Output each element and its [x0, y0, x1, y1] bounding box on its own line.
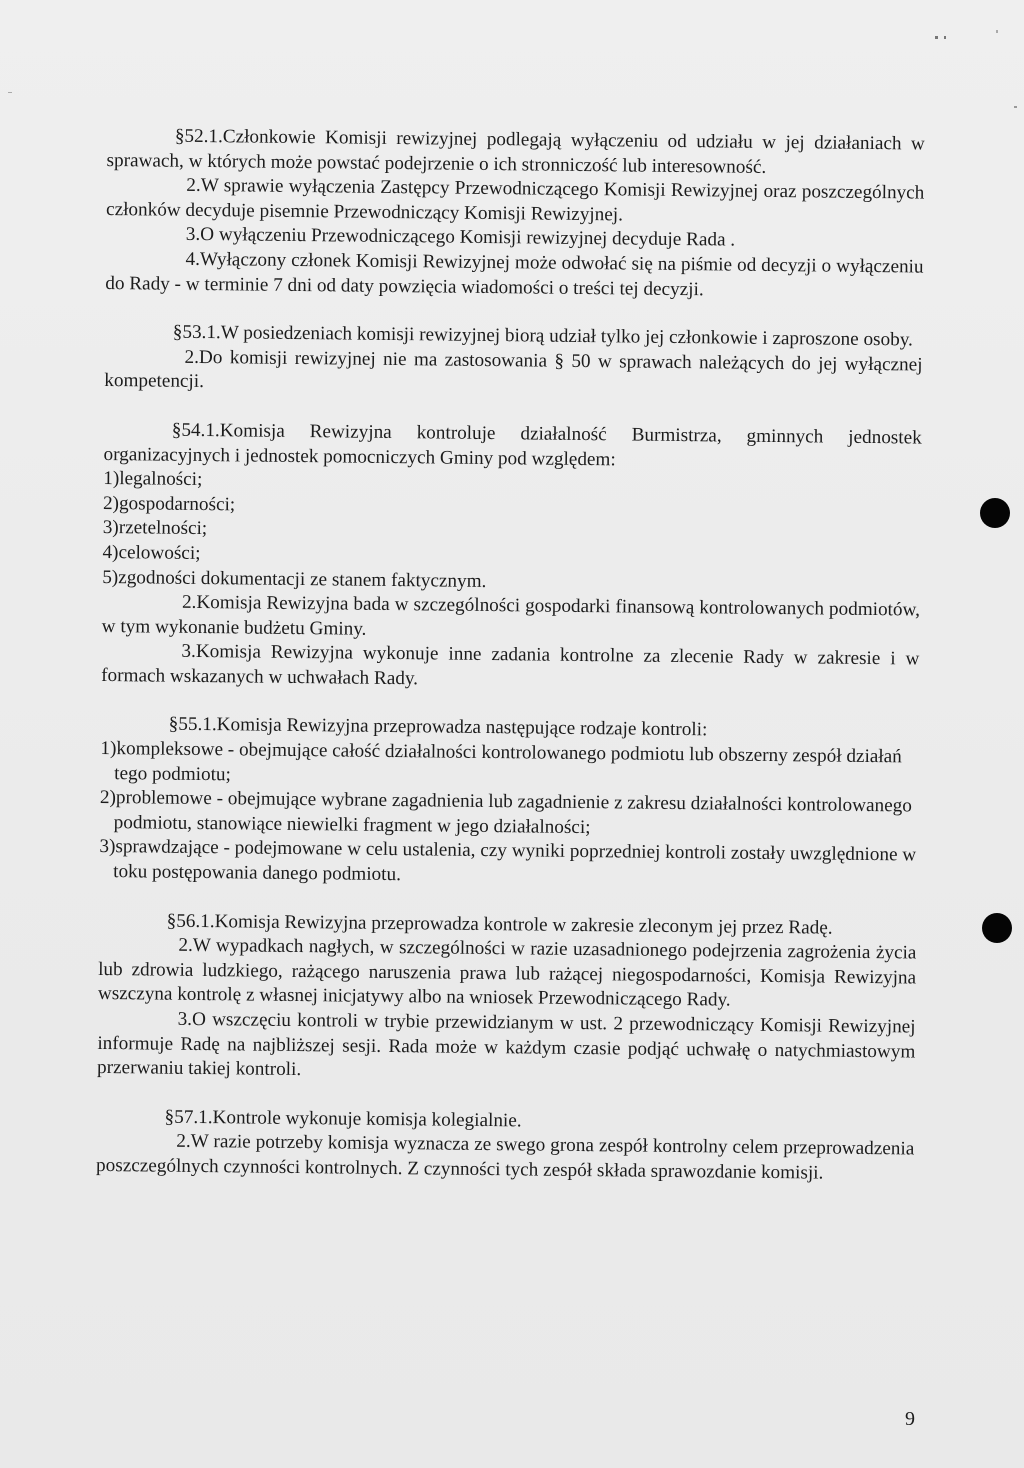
paragraph: §56.1.Komisja Rewizyjna przeprowadza kontrole w zakresie zleconym jej przez Radę.: [166, 910, 833, 939]
paragraph: 4.Wyłączony członek Komisji Rewizyjnej może odwołać się na piśmie od decyzji o wyłączeniu do Rady - w terminie 7 dni od daty powzięcia wiadomości o treści tej decyzji.: [105, 248, 924, 300]
list-item: 1)legalności;: [103, 468, 203, 491]
paragraph: 2.Do komisji rewizyjnej nie ma zastosowania § 50 w sprawach należących do jej wyłącznej kompetencji.: [104, 346, 923, 393]
section-54: [101, 418, 922, 697]
paragraph: 2.Komisja Rewizyjna bada w szczególności gospodarki finansową kontrolowanych podmiotów, w tym wykonanie budżetu Gminy.: [101, 591, 921, 640]
list-item: 2)gospodarności;: [102, 492, 236, 516]
list-item: 3)rzetelności;: [102, 517, 208, 540]
list-item: 3)sprawdzające - podejmowane w celu ustalenia, czy wyniki poprzedniej kontroli zostały uwzględnione w toku postępowania danego podmiotu.: [99, 836, 917, 886]
paragraph: 3.O wyłączeniu Przewodniczącego Komisji rewizyjnej decyduje Rada .: [185, 224, 736, 251]
paragraph: 2.W wypadkach nagłych, w szczególności w razie uzasadnionego podejrzenia zagrożenia życia lub zdrowia ludzkiego, rażącego naruszenia prawa lub rażącej niegospodarności, Komisja Rewizyjna wszczyna kontrolę z własnej inicjatywy albo na wniosek Przewodniczącego Rady.: [97, 935, 917, 1011]
paragraph: 3.O wszczęciu kontroli w trybie przewidzianym w ust. 2 przewodniczący Komisji Rewizyjnej informuje Radę na najbliższej sesji. Rada może w każdym czasie podjąć uchwałę o natychmiastowym przerwaniu takiej kontroli.: [97, 1008, 916, 1081]
scan-speck: [944, 36, 946, 39]
list-item: 5)zgodności dokumentacji ze stanem faktycznym.: [102, 566, 487, 592]
paragraph: 2.W razie potrzeby komisja wyznacza ze swego grona zespół kontrolny celem przeprowadzenia poszczególnych czynności kontrolnych. Z czynności tych zespół składa sprawozdanie komisji.: [95, 1131, 915, 1184]
document-body: [96, 124, 925, 1211]
paragraph: §52.1.Członkowie Komisji rewizyjnej podlegają wyłączeniu od udziału w jej działaniach w sprawach, w których może powstać podejrzenie o ich stronniczość lub interesowność.: [106, 125, 925, 178]
punch-hole: [982, 913, 1012, 943]
section-53: [104, 320, 923, 402]
paragraph: §54.1.Komisja Rewizyjna kontroluje działalność Burmistrza, gminnych jednostek organizacyjnych i jednostek pomocniczych Gminy pod względem:: [103, 419, 922, 470]
list-item: 1)kompleksowe - obejmujące całość działalności kontrolowanego podmiotu lub obszerny zespół działań tego podmiotu;: [100, 738, 902, 785]
paragraph: §53.1.W posiedzeniach komisji rewizyjnej biorą udział tylko jej członkowie i zaproszone osoby.: [172, 321, 914, 351]
list-item: 2)problemowe - obejmujące wybrane zagadnienia lub zagadnienie z zakresu działalności kontrolowanego podmiotu, stanowiące niewielki fragment w jego działalności;: [99, 787, 912, 838]
section-57: [96, 1105, 915, 1187]
paragraph: §57.1.Kontrole wykonuje komisja kolegialnie.: [164, 1106, 522, 1132]
paragraph: 2.W sprawie wyłączenia Zastępcy Przewodniczącego Komisji Rewizyjnej oraz poszczególnych członków decyduje pisemnie Przewodniczący Komisji Rewizyjnej.: [105, 175, 925, 226]
scan-speck: [935, 36, 938, 39]
scan-speck: [8, 92, 12, 93]
punch-hole: [980, 498, 1010, 528]
list-item: 4)celowości;: [102, 541, 201, 564]
page-number: 9: [905, 1408, 915, 1430]
section-56: [97, 909, 917, 1090]
scan-speck: [1014, 106, 1017, 108]
section-55: [99, 712, 919, 893]
paragraph: §55.1.Komisja Rewizyjna przeprowadza następujące rodzaje kontroli:: [168, 714, 708, 741]
scan-speck: [996, 30, 998, 33]
paragraph: 3.Komisja Rewizyjna wykonuje inne zadania kontrolne za zlecenie Rady w zakresie i w formach wskazanych w uchwałach Rady.: [101, 641, 920, 690]
section-52: [105, 124, 925, 305]
